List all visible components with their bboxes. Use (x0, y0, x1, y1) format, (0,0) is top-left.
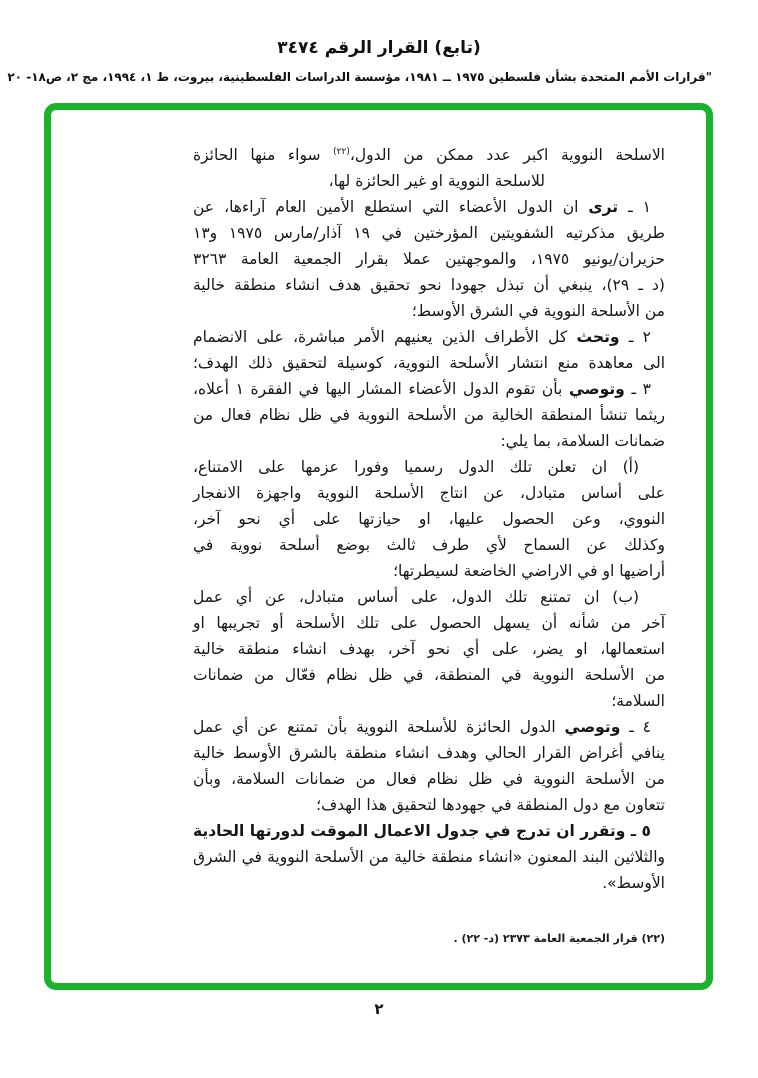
text-line (193, 272, 665, 298)
text-line (193, 714, 665, 740)
text-segment: (أ) ان تعلن تلك الدول رسميا وفورا عزمها على الامتناع، (193, 458, 639, 476)
text-line (193, 298, 665, 324)
text-segment: كل الأطراف الذين يعنيهم الأمر مباشرة، على الانضمام (193, 328, 577, 346)
text-line (193, 220, 665, 246)
text-segment: طريق مذكرتيه الشفويتين المؤرختين في ١٩ آذار/مارس ١٩٧٥ و١٣ (193, 224, 665, 242)
text-segment: وكذلك عن السماح لأي طرف ثالث بوضع أسلحة نووية في (193, 536, 665, 554)
text-segment: على أساس متبادل، عن انتاج الأسلحة النووية واجهزة الانفجار (193, 484, 665, 502)
text-segment: بأن تقوم الدول الأعضاء المشار اليها في الفقرة ١ أعلاه، (193, 380, 569, 398)
text-line (193, 636, 665, 662)
text-segment: ترى (588, 198, 619, 216)
text-line (193, 584, 665, 610)
text-line (193, 506, 665, 532)
text-line (193, 194, 665, 220)
text-segment: السلامة؛ (611, 692, 665, 710)
text-line (193, 402, 665, 428)
text-segment: الدول الحائزة للأسلحة النووية بأن تمتنع عن أي عمل (193, 718, 565, 736)
text-line (193, 610, 665, 636)
text-line (193, 792, 665, 818)
source-citation-line: "قرارات الأمم المتحدة بشأن فلسطين ١٩٧٥ ــ ١٩٨١، مؤسسة الدراسات الفلسطينية، بيروت، ط ١، ١٩٩٤، مج ٢، ص١٨- ٢٠ (7, 70, 712, 84)
text-line (193, 532, 665, 558)
text-segment: سواء منها الحائزة (193, 146, 334, 164)
text-segment: من الأسلحة النووية في ظل نظام فعال من ضمانات السلامة، وبأن (193, 770, 665, 788)
text-segment: ريثما تنشأ المنطقة الخالية من الأسلحة النووية في ظل نظام فعال من (193, 406, 665, 424)
text-segment: ضمانات السلامة، بما يلي: (500, 432, 665, 450)
text-segment: من الأسلحة النووية في المنطقة، في ظل نظام فعّال من ضمانات (193, 666, 665, 684)
text-line (193, 688, 665, 714)
text-segment: من الأسلحة النووية في الشرق الأوسط؛ (411, 302, 665, 320)
text-segment: النووي، وعن الحصول عليها، او حيازتها على أي نحو آخر، (193, 510, 665, 528)
page-title: (تابع) القرار الرقم ٣٤٧٤ (277, 38, 481, 58)
text-segment: آخر من شأنه أن يسهل الحصول على تلك الأسلحة أو تجريبها او (193, 614, 665, 632)
text-line (193, 142, 665, 168)
text-line (193, 480, 665, 506)
text-segment: ينافي أغراض القرار الحالي وهدف انشاء منطقة بالشرق الأوسط خالية (193, 744, 665, 762)
text-line (193, 324, 665, 350)
text-line (193, 766, 665, 792)
text-line (193, 844, 665, 870)
text-line (193, 246, 665, 272)
footnote-reference: (٢٢) (333, 146, 350, 157)
text-line (193, 818, 665, 844)
green-border-frame (44, 103, 713, 990)
text-segment: أراضيها او في الاراضي الخاضعة لسيطرتها؛ (393, 562, 665, 580)
text-segment: وتحث (576, 328, 620, 346)
text-segment: ١ ـ (618, 198, 651, 216)
text-line (193, 350, 665, 376)
text-line (193, 870, 665, 896)
text-segment: استعمالها، او يضر، على أي نحو آخر، بهدف انشاء منطقة خالية (193, 640, 665, 658)
text-segment: (ب) ان تمتنع تلك الدول، على أساس متبادل، عن أي عمل (193, 588, 639, 606)
text-segment: وتوصي (564, 718, 621, 736)
text-line (193, 740, 665, 766)
text-segment: ٥ ـ وتقرر ان تدرج في جدول الاعمال الموقت لدورتها الحادية (193, 822, 651, 840)
text-segment: ٤ ـ (620, 718, 651, 736)
page-number: ٢ (374, 1000, 384, 1018)
text-line (193, 558, 665, 584)
text-segment: للاسلحة النووية او غير الحائزة لها، (328, 172, 545, 190)
text-segment: ان الدول الأعضاء التي استطلع الأمين العام آراءها، عن (193, 198, 589, 216)
text-segment: الى معاهدة منع انتشار الأسلحة النووية، كوسيلة لتحقيق ذلك الهدف؛ (193, 354, 665, 372)
text-segment: الاسلحة النووية اكبر عدد ممكن من الدول، (349, 146, 665, 164)
text-segment: (د ـ ٢٩)، ينبغي أن تبذل جهودا نحو تحقيق هدف انشاء منطقة خالية (193, 276, 665, 294)
text-segment: والثلاثين البند المعنون «انشاء منطقة خالية من الأسلحة النووية في الشرق (193, 848, 665, 866)
text-line (193, 168, 665, 194)
document-body-lines (51, 110, 706, 983)
footnote: (٢٢) قرار الجمعية العامة ٢٣٧٣ (د- ٢٢) . (453, 932, 665, 945)
text-line (193, 376, 665, 402)
text-segment: الأوسط». (602, 874, 665, 892)
text-segment: تتعاون مع دول المنطقة في جهودها لتحقيق هذا الهدف؛ (316, 796, 665, 814)
text-segment: وتوصي (568, 380, 625, 398)
text-line (193, 428, 665, 454)
text-segment: حزيران/يونيو ١٩٧٥، والموجهتين عملا بقرار الجمعية العامة ٣٢٦٣ (193, 250, 665, 268)
text-segment: ٣ ـ (624, 380, 651, 398)
text-line (193, 454, 665, 480)
text-line (193, 662, 665, 688)
text-segment: ٢ ـ (619, 328, 651, 346)
